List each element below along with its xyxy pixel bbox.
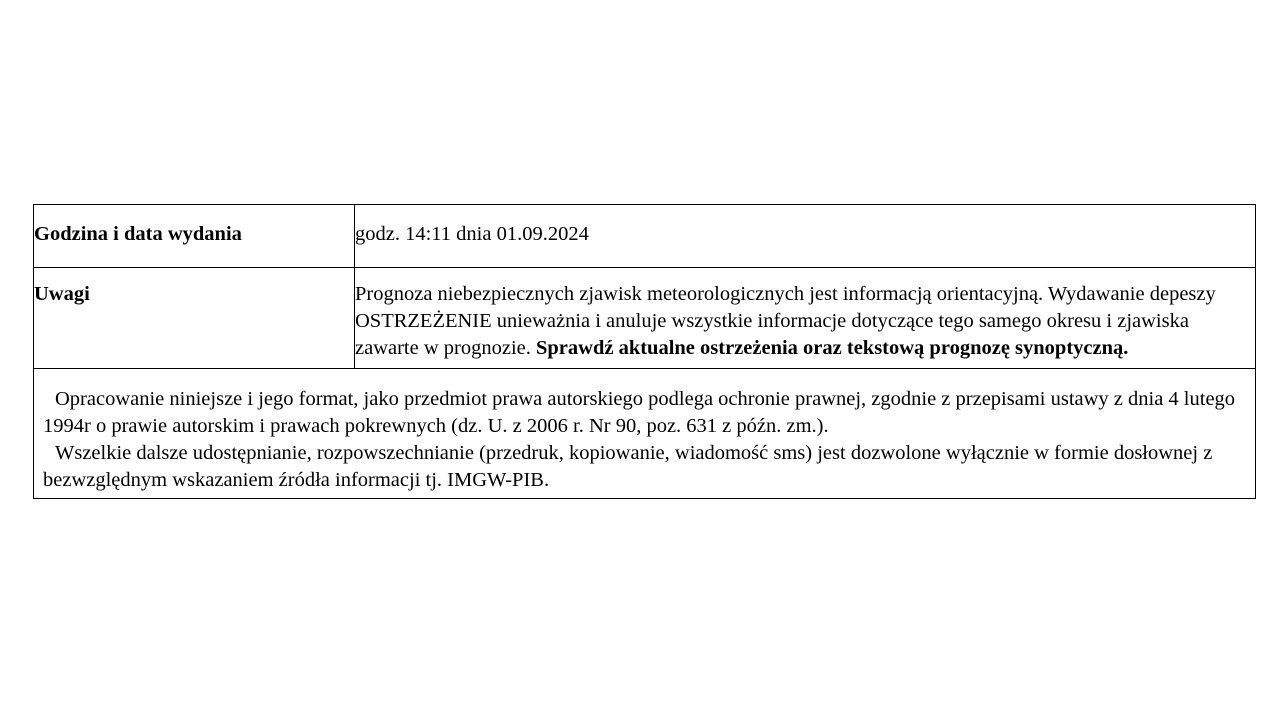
issue-date-value: godz. 14:11 dnia 01.09.2024 xyxy=(355,205,1256,268)
notes-label: Uwagi xyxy=(34,268,355,369)
notes-text: Prognoza niebezpiecznych zjawisk meteorologicznych jest informacją orientacyjną. Wydawanie depeszy OSTRZEŻENIE unieważnia i anuluje wszystkie informacje dotyczące tego samego okresu i zjawiska zawarte w prognozie. xyxy=(355,283,1216,359)
redistribution-paragraph: Wszelkie dalsze udostępnianie, rozpowszechnianie (przedruk, kopiowanie, wiadomość sms) jest dozwolone wyłącznie w formie dosłownej z bezwzględnym wskazaniem źródła informacji tj. IMGW-PIB. xyxy=(43,442,1213,491)
notes-bold-text: Sprawdź aktualne ostrzeżenia oraz tekstową prognozę synoptyczną. xyxy=(536,337,1129,359)
copyright-row xyxy=(34,369,1256,499)
notes-value xyxy=(355,268,1256,369)
issue-date-row xyxy=(34,205,1256,268)
notes-row xyxy=(34,268,1256,369)
forecast-info-table xyxy=(33,204,1256,499)
copyright-cell xyxy=(34,369,1256,499)
copyright-paragraph: Opracowanie niniejsze i jego format, jako przedmiot prawa autorskiego podlega ochronie prawnej, zgodnie z przepisami ustawy z dnia 4 lutego 1994r o prawie autorskim i prawach pokrewnych (dz. U. z 2006 r. Nr 90, poz. 631 z późn. zm.). xyxy=(43,388,1236,437)
issue-date-label: Godzina i data wydania xyxy=(34,205,355,268)
